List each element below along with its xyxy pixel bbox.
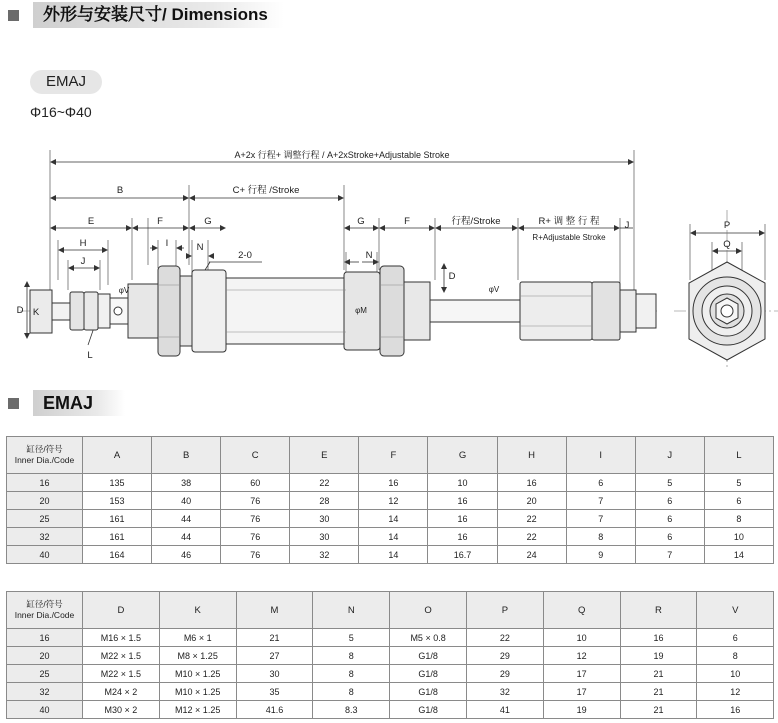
- table-header-row: [7, 437, 774, 474]
- col-header: G: [428, 437, 497, 474]
- table-row: [7, 647, 774, 665]
- label-C: C+ 行程 /Stroke: [232, 185, 300, 196]
- value-cell: 6: [635, 492, 704, 510]
- value-cell: M6 × 1: [159, 629, 236, 647]
- value-cell: 7: [566, 510, 635, 528]
- label-L: L: [87, 350, 93, 361]
- value-cell: 8: [313, 665, 390, 683]
- col-header: R: [620, 592, 697, 629]
- value-cell: 7: [566, 492, 635, 510]
- value-cell: 161: [83, 528, 152, 546]
- label-M: φM: [355, 306, 367, 315]
- value-cell: 76: [221, 492, 290, 510]
- label-J-right: J: [624, 220, 630, 231]
- col-header: F: [359, 437, 428, 474]
- value-cell: M22 × 1.5: [83, 647, 160, 665]
- section-title: EMAJ: [33, 390, 125, 416]
- col-header: M: [236, 592, 313, 629]
- value-cell: 16: [359, 474, 428, 492]
- value-cell: 14: [359, 546, 428, 564]
- table-row: [7, 510, 774, 528]
- value-cell: 27: [236, 647, 313, 665]
- value-cell: 22: [466, 629, 543, 647]
- table-row: [7, 474, 774, 492]
- label-stroke: 行程/Stroke: [451, 216, 501, 227]
- value-cell: 44: [152, 528, 221, 546]
- col-header: H: [497, 437, 566, 474]
- value-cell: 38: [152, 474, 221, 492]
- label-J-left: J: [80, 256, 86, 267]
- label-H: H: [79, 238, 87, 249]
- value-cell: 16: [428, 492, 497, 510]
- value-cell: 30: [236, 665, 313, 683]
- value-cell: 30: [290, 510, 359, 528]
- value-cell: 5: [313, 629, 390, 647]
- value-cell: 8: [313, 647, 390, 665]
- value-cell: 9: [566, 546, 635, 564]
- col-header: C: [221, 437, 290, 474]
- header-bore-code: [7, 592, 83, 629]
- value-cell: 22: [497, 510, 566, 528]
- value-cell: 164: [83, 546, 152, 564]
- value-cell: 6: [635, 528, 704, 546]
- value-cell: 17: [543, 683, 620, 701]
- col-header: Q: [543, 592, 620, 629]
- value-cell: 19: [620, 647, 697, 665]
- value-cell: 14: [704, 546, 773, 564]
- value-cell: 7: [635, 546, 704, 564]
- label-V-right: φV: [488, 285, 500, 294]
- page-title: 外形与安装尺寸/ Dimensions: [33, 2, 284, 28]
- value-cell: 16: [428, 510, 497, 528]
- value-cell: 30: [290, 528, 359, 546]
- value-cell: 8: [313, 683, 390, 701]
- col-header: L: [704, 437, 773, 474]
- value-cell: 21: [620, 665, 697, 683]
- value-cell: 46: [152, 546, 221, 564]
- col-header: B: [152, 437, 221, 474]
- bore-size-cell: 16: [7, 474, 83, 492]
- table-row: [7, 629, 774, 647]
- section-bar: [8, 390, 125, 416]
- cylinder-end-view: [689, 262, 765, 360]
- table-header-row: [7, 592, 774, 629]
- value-cell: 21: [620, 701, 697, 719]
- cylinder-side-view: [30, 266, 656, 356]
- bore-size-cell: 32: [7, 683, 83, 701]
- value-cell: 8.3: [313, 701, 390, 719]
- value-cell: 32: [290, 546, 359, 564]
- value-cell: G1/8: [390, 701, 467, 719]
- value-cell: G1/8: [390, 665, 467, 683]
- value-cell: M16 × 1.5: [83, 629, 160, 647]
- label-I: I: [165, 238, 169, 249]
- value-cell: 16.7: [428, 546, 497, 564]
- value-cell: M5 × 0.8: [390, 629, 467, 647]
- value-cell: 10: [697, 665, 774, 683]
- label-F-left: F: [157, 216, 163, 227]
- value-cell: 41: [466, 701, 543, 719]
- value-cell: 76: [221, 528, 290, 546]
- value-cell: 29: [466, 647, 543, 665]
- value-cell: 22: [497, 528, 566, 546]
- value-cell: M22 × 1.5: [83, 665, 160, 683]
- value-cell: 8: [566, 528, 635, 546]
- value-cell: 135: [83, 474, 152, 492]
- col-header: E: [290, 437, 359, 474]
- value-cell: 12: [543, 647, 620, 665]
- value-cell: M8 × 1.25: [159, 647, 236, 665]
- header-en: Inner Dia./Code: [14, 455, 75, 465]
- label-F-right: F: [404, 216, 410, 227]
- bore-size-cell: 25: [7, 510, 83, 528]
- value-cell: 6: [697, 629, 774, 647]
- value-cell: 153: [83, 492, 152, 510]
- value-cell: M24 × 2: [83, 683, 160, 701]
- table-row: [7, 665, 774, 683]
- bore-size-cell: 20: [7, 492, 83, 510]
- value-cell: 29: [466, 665, 543, 683]
- model-badge: EMAJ: [30, 70, 102, 94]
- label-P: P: [723, 220, 731, 231]
- value-cell: 17: [543, 665, 620, 683]
- value-cell: 10: [543, 629, 620, 647]
- dimensions-table-1: [6, 436, 774, 564]
- table-row: [7, 528, 774, 546]
- value-cell: 32: [466, 683, 543, 701]
- header-cn: 缸径/符号: [26, 599, 63, 609]
- bore-size-cell: 20: [7, 647, 83, 665]
- value-cell: 5: [635, 474, 704, 492]
- value-cell: 24: [497, 546, 566, 564]
- value-cell: 21: [620, 683, 697, 701]
- value-cell: M10 × 1.25: [159, 683, 236, 701]
- bore-size-cell: 32: [7, 528, 83, 546]
- col-header: A: [83, 437, 152, 474]
- value-cell: 20: [497, 492, 566, 510]
- value-cell: 40: [152, 492, 221, 510]
- value-cell: 6: [704, 492, 773, 510]
- table-row: [7, 683, 774, 701]
- header-cn: 缸径/符号: [26, 444, 63, 454]
- value-cell: G1/8: [390, 647, 467, 665]
- label-N-right: N: [365, 250, 373, 261]
- label-port: 2-0: [238, 250, 252, 261]
- value-cell: 5: [704, 474, 773, 492]
- value-cell: 41.6: [236, 701, 313, 719]
- value-cell: 76: [221, 546, 290, 564]
- value-cell: 8: [704, 510, 773, 528]
- label-E: E: [87, 216, 95, 227]
- value-cell: 44: [152, 510, 221, 528]
- value-cell: 19: [543, 701, 620, 719]
- value-cell: 16: [497, 474, 566, 492]
- bore-size-cell: 16: [7, 629, 83, 647]
- value-cell: 12: [697, 683, 774, 701]
- value-cell: M10 × 1.25: [159, 665, 236, 683]
- header-en: Inner Dia./Code: [14, 610, 75, 620]
- value-cell: 14: [359, 510, 428, 528]
- value-cell: 6: [635, 510, 704, 528]
- value-cell: 22: [290, 474, 359, 492]
- col-header: O: [390, 592, 467, 629]
- value-cell: 8: [697, 647, 774, 665]
- col-header: I: [566, 437, 635, 474]
- value-cell: 16: [697, 701, 774, 719]
- bullet-square-icon: [8, 398, 19, 409]
- value-cell: 161: [83, 510, 152, 528]
- label-D-left: D: [16, 305, 24, 316]
- dimensions-table-2: [6, 591, 774, 719]
- value-cell: M30 × 2: [83, 701, 160, 719]
- bore-size-cell: 40: [7, 546, 83, 564]
- value-cell: 21: [236, 629, 313, 647]
- value-cell: 28: [290, 492, 359, 510]
- col-header: K: [159, 592, 236, 629]
- label-K: K: [32, 307, 40, 318]
- value-cell: 16: [428, 528, 497, 546]
- col-header: V: [697, 592, 774, 629]
- label-N-left: N: [196, 242, 204, 253]
- value-cell: G1/8: [390, 683, 467, 701]
- value-cell: M12 × 1.25: [159, 701, 236, 719]
- label-G-right: G: [357, 216, 365, 227]
- value-cell: 16: [620, 629, 697, 647]
- header-bore-code: [7, 437, 83, 474]
- label-R-cn: R+ 调 整 行 程: [538, 216, 600, 227]
- table-row: [7, 701, 774, 719]
- label-Q: Q: [723, 239, 731, 250]
- label-V-left: φV: [118, 286, 130, 295]
- label-G-left: G: [204, 216, 212, 227]
- value-cell: 76: [221, 510, 290, 528]
- value-cell: 60: [221, 474, 290, 492]
- col-header: J: [635, 437, 704, 474]
- bore-size-cell: 25: [7, 665, 83, 683]
- label-D-right: D: [448, 271, 456, 282]
- label-B: B: [116, 185, 124, 196]
- value-cell: 14: [359, 528, 428, 546]
- label-overall: A+2x 行程+ 调整行程 / A+2xStroke+Adjustable Stroke: [234, 150, 450, 160]
- value-cell: 35: [236, 683, 313, 701]
- bore-range: Φ16~Φ40: [30, 104, 92, 120]
- col-header: D: [83, 592, 160, 629]
- value-cell: 12: [359, 492, 428, 510]
- col-header: P: [466, 592, 543, 629]
- bore-size-cell: 40: [7, 701, 83, 719]
- table-row: [7, 546, 774, 564]
- value-cell: 10: [704, 528, 773, 546]
- value-cell: 10: [428, 474, 497, 492]
- col-header: N: [313, 592, 390, 629]
- table-row: [7, 492, 774, 510]
- label-R-en: R+Adjustable Stroke: [532, 233, 606, 242]
- value-cell: 6: [566, 474, 635, 492]
